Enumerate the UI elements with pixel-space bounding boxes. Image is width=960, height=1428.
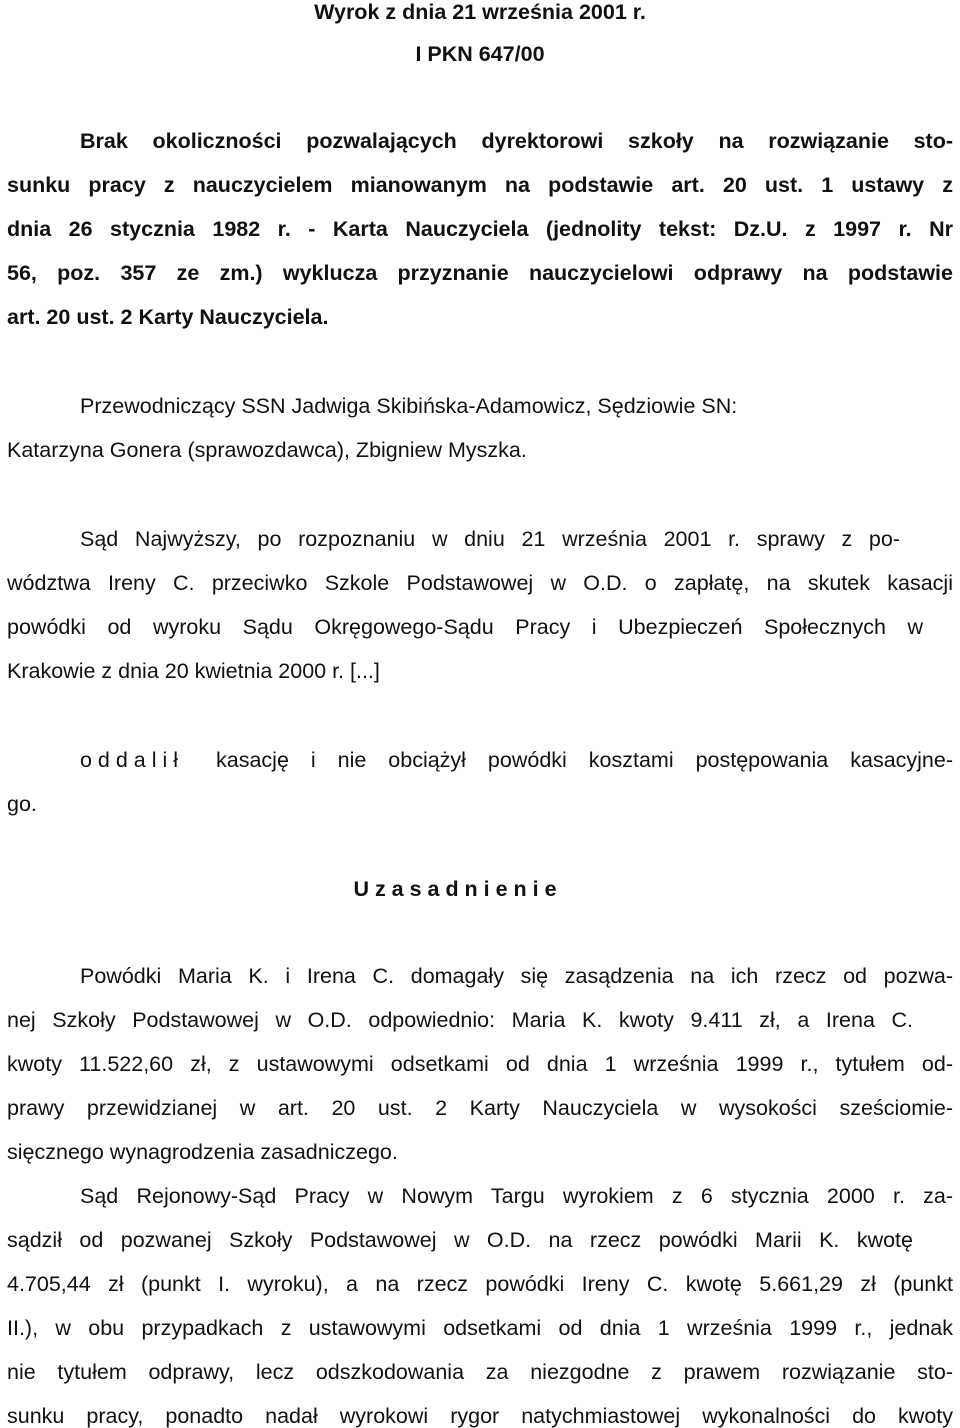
body-line: kwoty 11.522,60 zł, z ustawowymi odsetkami od dnia 1 września 1999 r., tytułem od- bbox=[7, 1052, 953, 1076]
justification-heading: U z a s a d n i e n i e bbox=[353, 877, 557, 901]
body-line: Powódki Maria K. i Irena C. domagały się zasądzenia na ich rzecz od pozwa- bbox=[80, 964, 953, 988]
body-line: II.), w obu przypadkach z ustawowymi odsetkami od dnia 1 września 1999 r., jednak bbox=[7, 1316, 953, 1340]
body-line: nie tytułem odprawy, lecz odszkodowania za niezgodne z prawem rozwiązanie sto- bbox=[7, 1360, 953, 1384]
body-line: 4.705,44 zł (punkt I. wyroku), a na rzecz powódki Ireny C. kwotę 5.661,29 zł (punkt bbox=[7, 1272, 953, 1296]
ruling-intro-line: powódki od wyroku Sądu Okręgowego-Sądu Pracy i Ubezpieczeń Społecznych w bbox=[7, 615, 923, 639]
case-number: I PKN 647/00 bbox=[415, 42, 545, 66]
body-line: sądził od pozwanej Szkoły Podstawowej w O.D. na rzecz powódki Marii K. kwotę bbox=[7, 1228, 913, 1252]
sentence-operative-word: o d d a l i ł bbox=[80, 748, 178, 772]
body-line: prawy przewidzianej w art. 20 ust. 2 Karty Nauczyciela w wysokości sześciomie- bbox=[7, 1096, 953, 1120]
sentence-text: kasację i nie obciążył powódki kosztami postępowania kasacyjne- bbox=[216, 748, 953, 772]
ruling-intro-line: Krakowie z dnia 20 kwietnia 2000 r. [...] bbox=[7, 659, 380, 683]
sentence-continuation: go. bbox=[7, 792, 37, 816]
thesis-line: 56, poz. 357 ze zm.) wyklucza przyznanie nauczycielowi odprawy na podstawie bbox=[7, 261, 953, 285]
composition-line: Katarzyna Gonera (sprawozdawca), Zbigniew Myszka. bbox=[7, 438, 527, 462]
document-title: Wyrok z dnia 21 września 2001 r. bbox=[314, 0, 646, 24]
body-line: sięcznego wynagrodzenia zasadniczego. bbox=[7, 1140, 398, 1164]
body-line: sunku pracy, ponadto nadał wyrokowi rygor natychmiastowej wykonalności do kwoty bbox=[7, 1404, 953, 1428]
thesis-line: art. 20 ust. 2 Karty Nauczyciela. bbox=[7, 305, 329, 329]
ruling-intro-line: wództwa Ireny C. przeciwko Szkole Podstawowej w O.D. o zapłatę, na skutek kasacji bbox=[7, 571, 953, 595]
body-line: Sąd Rejonowy-Sąd Pracy w Nowym Targu wyrokiem z 6 stycznia 2000 r. za- bbox=[80, 1184, 953, 1208]
thesis-line: sunku pracy z nauczycielem mianowanym na podstawie art. 20 ust. 1 ustawy z bbox=[7, 173, 953, 197]
composition-line: Przewodniczący SSN Jadwiga Skibińska-Adamowicz, Sędziowie SN: bbox=[80, 394, 738, 418]
thesis-line: Brak okoliczności pozwalających dyrektorowi szkoły na rozwiązanie sto- bbox=[80, 129, 953, 153]
thesis-line: dnia 26 stycznia 1982 r. - Karta Nauczyciela (jednolity tekst: Dz.U. z 1997 r. Nr bbox=[7, 217, 953, 241]
ruling-intro-line: Sąd Najwyższy, po rozpoznaniu w dniu 21 września 2001 r. sprawy z po- bbox=[80, 527, 900, 551]
body-line: nej Szkoły Podstawowej w O.D. odpowiednio: Maria K. kwoty 9.411 zł, a Irena C. bbox=[7, 1008, 913, 1032]
